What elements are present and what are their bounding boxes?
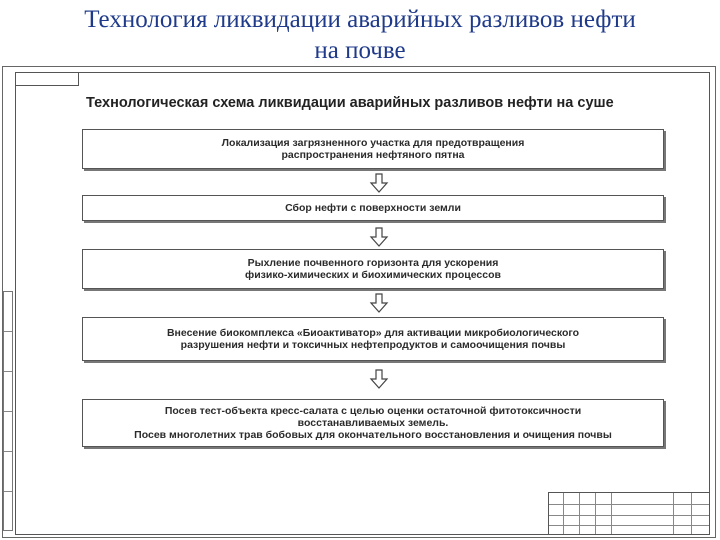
- flow-step-1: [82, 129, 664, 169]
- down-arrow-icon: [369, 369, 389, 389]
- drawing-inner-frame: [15, 72, 710, 535]
- drawing-corner-stamp: [16, 73, 79, 86]
- flow-step-text: Рыхление почвенного горизонта для ускорения: [247, 257, 499, 269]
- flow-step-2: [82, 195, 664, 221]
- flow-step-text: Сбор нефти с поверхности земли: [285, 202, 461, 214]
- down-arrow-icon: [369, 173, 389, 193]
- title-block-rule: [611, 493, 612, 534]
- flow-step-3: [82, 249, 664, 289]
- flow-step-4: [82, 317, 664, 361]
- side-strip-cell: [4, 332, 12, 372]
- side-strip-cell: [4, 412, 12, 452]
- side-strip-cell: [4, 372, 12, 412]
- drawing-title-block: [548, 492, 710, 535]
- title-block-rule: [563, 493, 564, 534]
- flow-step-text: распространения нефтяного пятна: [281, 149, 465, 161]
- title-block-rule: [691, 493, 692, 534]
- slide-title: [0, 4, 720, 66]
- title-block-rule: [595, 493, 596, 534]
- side-strip-cell: [4, 292, 12, 332]
- title-block-code: [611, 493, 709, 504]
- slide-title-line-2: на почве: [314, 37, 406, 64]
- flow-step-text: разрушения нефти и токсичных нефтепродуктов и самоочищения почвы: [180, 339, 566, 351]
- title-block-rule: [673, 493, 674, 534]
- title-block-rule: [549, 525, 709, 526]
- flow-step-text: Локализация загрязненного участка для предотвращения: [221, 137, 525, 149]
- slide-title-line-1: Технология ликвидации аварийных разливов нефти: [84, 6, 636, 33]
- drawing-sheet: [2, 66, 716, 538]
- side-strip-cell: [4, 452, 12, 492]
- title-block-rule: [579, 493, 580, 534]
- scheme-heading: Технологическая схема ликвидации аварийных разливов нефти на суше: [86, 95, 614, 111]
- flow-step-text: Посев многолетних трав бобовых для окончательного восстановления и очищения почвы: [134, 429, 612, 441]
- flow-step-text: Посев тест-объекта кресс-салата с целью оценки остаточной фитотоксичности: [164, 405, 582, 417]
- down-arrow-icon: [369, 293, 389, 313]
- flow-step-text: Внесение биокомплекса «Биоактиватор» для активации микробиологического: [166, 327, 580, 339]
- down-arrow-icon: [369, 227, 389, 247]
- drawing-side-strip: [3, 291, 13, 531]
- flow-step-text: физико-химических и биохимических процессов: [245, 269, 501, 281]
- title-block-rule: [549, 504, 709, 505]
- flow-step-text: восстанавливаемых земель.: [297, 417, 449, 429]
- title-block-rule: [549, 515, 709, 516]
- flow-step-5: [82, 399, 664, 447]
